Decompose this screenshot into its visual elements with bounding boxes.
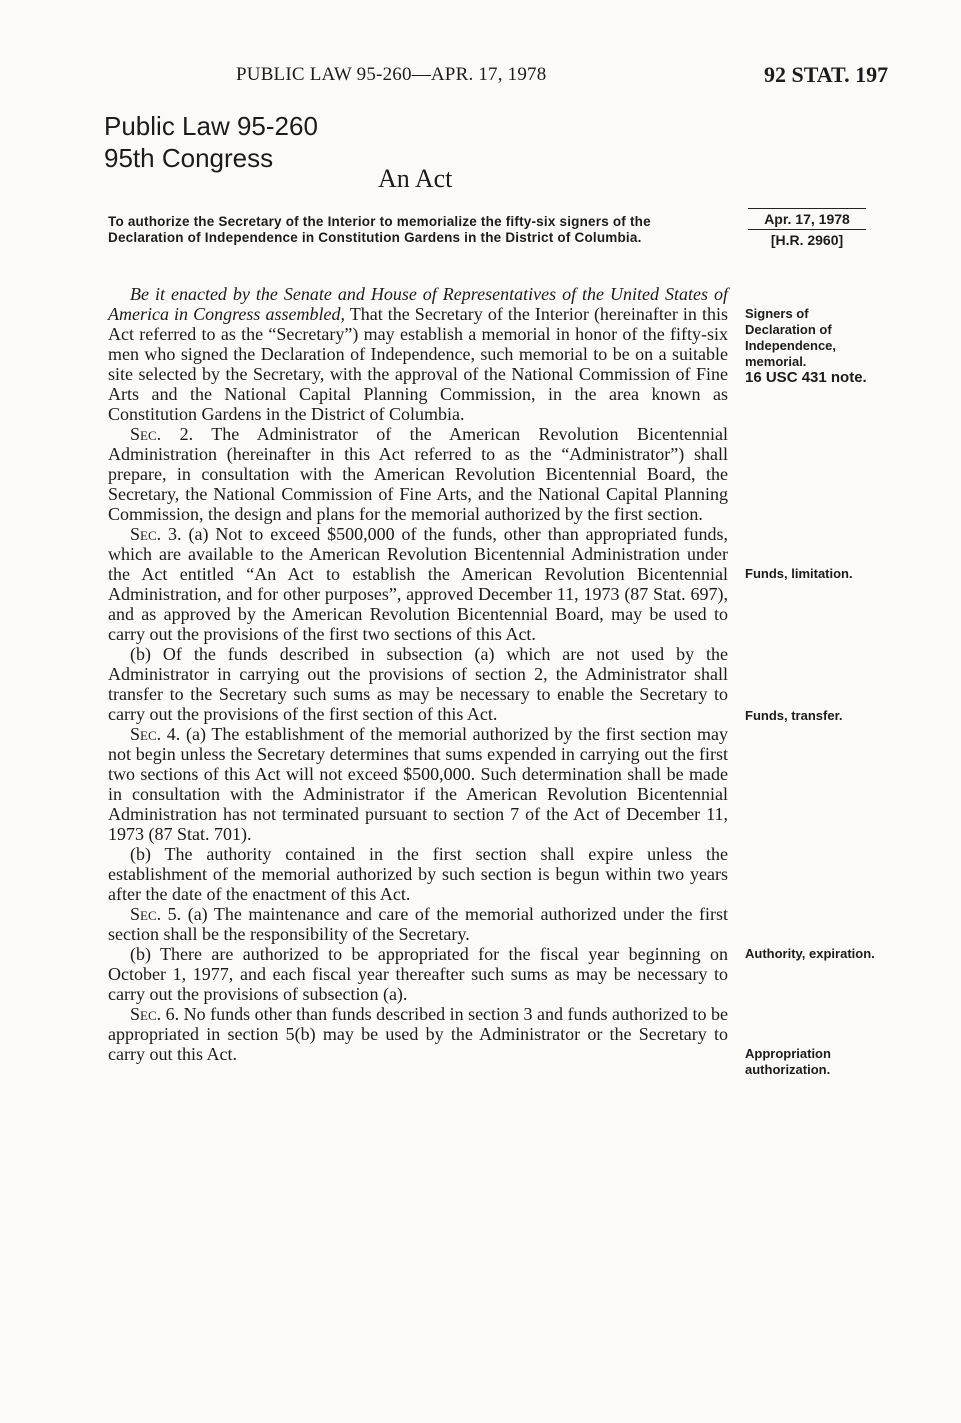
section-2-label: Sec. 2.: [130, 424, 194, 444]
running-head: PUBLIC LAW 95-260—APR. 17, 1978: [236, 64, 547, 85]
enacting-clause: Be it enacted by the Senate and House of Representatives of the United States of America in Congress assembled,: [108, 284, 728, 324]
section-6: [108, 1004, 728, 1064]
bill-number: [H.R. 2960]: [770, 232, 844, 248]
section-4a: [108, 724, 728, 844]
margin-note-funds-transfer: Funds, transfer.: [745, 708, 843, 723]
date-rule-middle: [748, 229, 866, 230]
section-4-label: Sec. 4.: [130, 724, 181, 744]
section-2: [108, 424, 728, 524]
margin-date-block: [748, 206, 866, 248]
section-3b: (b) Of the funds described in subsection (a) which are not used by the Administrator in carrying out the provisions of section 2, the Administrator shall transfer to the Secretary such sums as may be necessary to enable the Secretary to carry out the provisions of the first section of this Act.: [108, 644, 728, 724]
margin-note-funds-limitation: Funds, limitation.: [745, 566, 853, 581]
section-4a-text: (a) The establishment of the memorial authorized by the first section may not begin unless the Secretary determines that sums expended in carrying out the first two sections of this Act will not exceed $500,000. Such determination shall be made in consultation with the Administrator if the American Revolution Bicentennial Administration has not terminated pursuant to section 7 of the Act of December 11, 1973 (87 Stat. 701).: [108, 724, 729, 844]
approval-date: Apr. 17, 1978: [764, 211, 850, 227]
margin-note-signers: [745, 306, 875, 386]
section-3-label: Sec. 3.: [130, 524, 182, 544]
section-3a-text: (a) Not to exceed $500,000 of the funds, other than appropriated funds, which are available to the American Revolution Bicentennial Administration under the Act entitled “An Act to establish the American Revolution Bicentennial Administration, and for other purposes”, approved December 11, 1973 (87 Stat. 697), and as approved by the American Revolution Bicentennial Board, may be used to carry out the provisions of the first two sections of this Act.: [108, 524, 729, 644]
margin-note-authority-expiration: Authority, expiration.: [745, 946, 875, 961]
page-number: 92 STAT. 197: [764, 62, 889, 87]
section-5-label: Sec. 5.: [130, 904, 182, 924]
section-4b: (b) The authority contained in the first section shall expire unless the establishment of the memorial authorized by such section is begun within two years after the date of the enactment of this Act.: [108, 844, 728, 904]
date-rule-top: [748, 208, 866, 209]
law-title: [104, 110, 318, 174]
act-heading: An Act: [378, 164, 453, 193]
section-1: [108, 284, 728, 424]
act-body: [108, 284, 728, 1064]
signers-note-text: Signers of Declaration of Independence, memorial.: [745, 306, 837, 369]
section-1-text: That the Secretary of the Interior (hereinafter in this Act referred to as the “Secretary”) may establish a memorial in honor of the fifty-six men who signed the Declaration of Independence, such memorial to be on a suitable site selected by the Secretary, with the approval of the National Commission of Fine Arts and the National Capital Planning Commission, in the area known as Constitution Gardens in the District of Columbia.: [108, 304, 728, 424]
congress-number: 95th Congress: [104, 143, 274, 173]
margin-note-appropriation: Appropriation authorization.: [745, 1046, 831, 1077]
act-purpose: To authorize the Secretary of the Interior to memorialize the fifty-six signers of the Declaration of Independence in Constitution Gardens in the District of Columbia.: [108, 214, 651, 245]
section-2-text: The Administrator of the American Revolution Bicentennial Administration (hereinafter in this Act referred to as the “Administrator”) shall prepare, in consultation with the American Revolution Bicentennial Board, the Secretary, the National Commission of Fine Arts, and the National Capital Planning Commission, the design and plans for the memorial authorized by the first section.: [108, 424, 728, 524]
public-law-number: Public Law 95-260: [104, 111, 318, 141]
section-3a: [108, 524, 728, 644]
section-6-text: No funds other than funds described in section 3 and funds authorized to be appropriated in section 5(b) may be used by the Administrator or the Secretary to carry out this Act.: [108, 1004, 728, 1064]
usc-note-text: 16 USC 431 note.: [745, 369, 867, 386]
section-5b: (b) There are authorized to be appropriated for the fiscal year beginning on October 1, 1977, and each fiscal year thereafter such sums as may be necessary to carry out the provisions of subsection (a).: [108, 944, 728, 1004]
section-6-label: Sec. 6.: [130, 1004, 180, 1024]
section-5a: [108, 904, 728, 944]
section-5a-text: (a) The maintenance and care of the memorial authorized under the first section shall be the responsibility of the Secretary.: [108, 904, 729, 944]
